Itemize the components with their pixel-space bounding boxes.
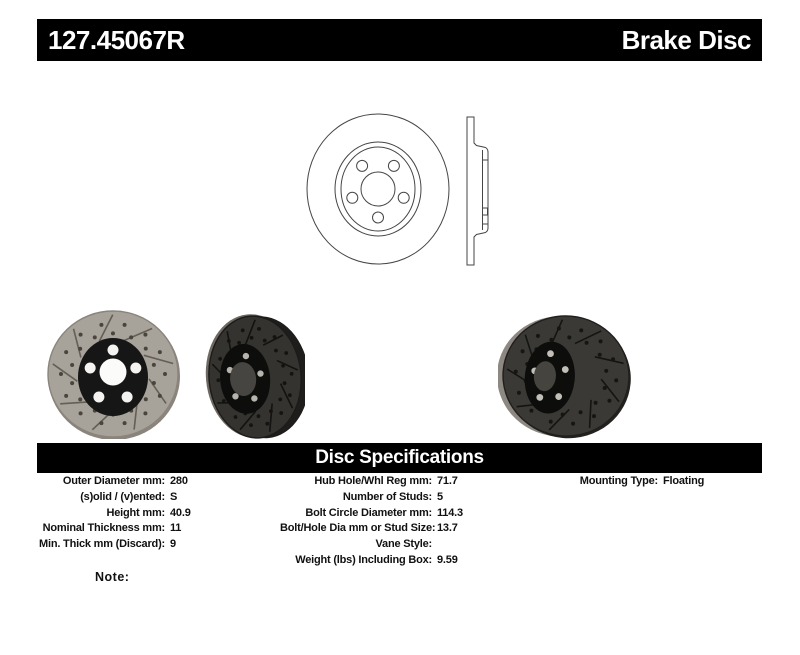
spec-value: 9.59 (437, 553, 458, 566)
spec-label: Hub Hole/Whl Reg mm: (314, 475, 432, 487)
spec-row (37, 521, 191, 537)
disc-front-view (307, 114, 449, 264)
spec-value: 280 (170, 475, 188, 487)
spec-label: Bolt Circle Diameter mm: (305, 506, 432, 519)
spec-row (37, 537, 191, 553)
spec-section-title: Disc Specifications (315, 447, 484, 468)
spec-label: Vane Style: (375, 538, 432, 551)
spec-label: Bolt/Hole Dia mm or Stud Size: (280, 522, 436, 535)
spec-value: 11 (170, 522, 182, 535)
spec-column-middle (280, 474, 463, 569)
spec-label: (s)olid / (v)ented: (80, 490, 165, 503)
spec-row (280, 521, 463, 537)
spec-row (37, 490, 191, 506)
product-photo-front (44, 305, 184, 439)
product-photo-angle-left (205, 312, 305, 444)
spec-label: Mounting Type: (579, 475, 658, 487)
disc-side-view (467, 117, 488, 265)
spec-label: Height mm: (106, 506, 165, 519)
spec-value: 71.7 (437, 475, 458, 487)
product-photo-angle-right (498, 312, 634, 440)
spec-value: 5 (437, 490, 443, 503)
spec-value: 13.7 (437, 522, 458, 535)
spec-label: Min. Thick mm (Discard): (39, 538, 165, 551)
spec-row (560, 474, 704, 490)
spec-section-header (37, 443, 762, 473)
product-title: Brake Disc (621, 24, 751, 55)
header-bar (37, 19, 762, 61)
spec-column-right (560, 474, 704, 490)
spec-value: Floating (663, 475, 705, 487)
spec-row (280, 490, 463, 506)
spec-row (280, 474, 463, 490)
spec-label: Number of Studs: (342, 490, 432, 503)
spec-label: Outer Diameter mm: (62, 475, 165, 487)
technical-drawing (293, 93, 503, 283)
spec-row (280, 506, 463, 522)
spec-row (37, 506, 191, 522)
spec-column-left (37, 474, 191, 553)
spec-value: 114.3 (437, 506, 463, 519)
spec-row (280, 537, 463, 553)
spec-row (37, 474, 191, 490)
note-label: Note: (95, 570, 130, 584)
spec-label: Weight (lbs) Including Box: (295, 553, 432, 566)
spec-label: Nominal Thickness mm: (42, 522, 165, 535)
spec-value: S (170, 490, 178, 503)
spec-value: 40.9 (170, 506, 191, 519)
part-number: 127.45067R (48, 24, 185, 55)
spec-value: 9 (170, 538, 176, 551)
spec-row (280, 553, 463, 569)
